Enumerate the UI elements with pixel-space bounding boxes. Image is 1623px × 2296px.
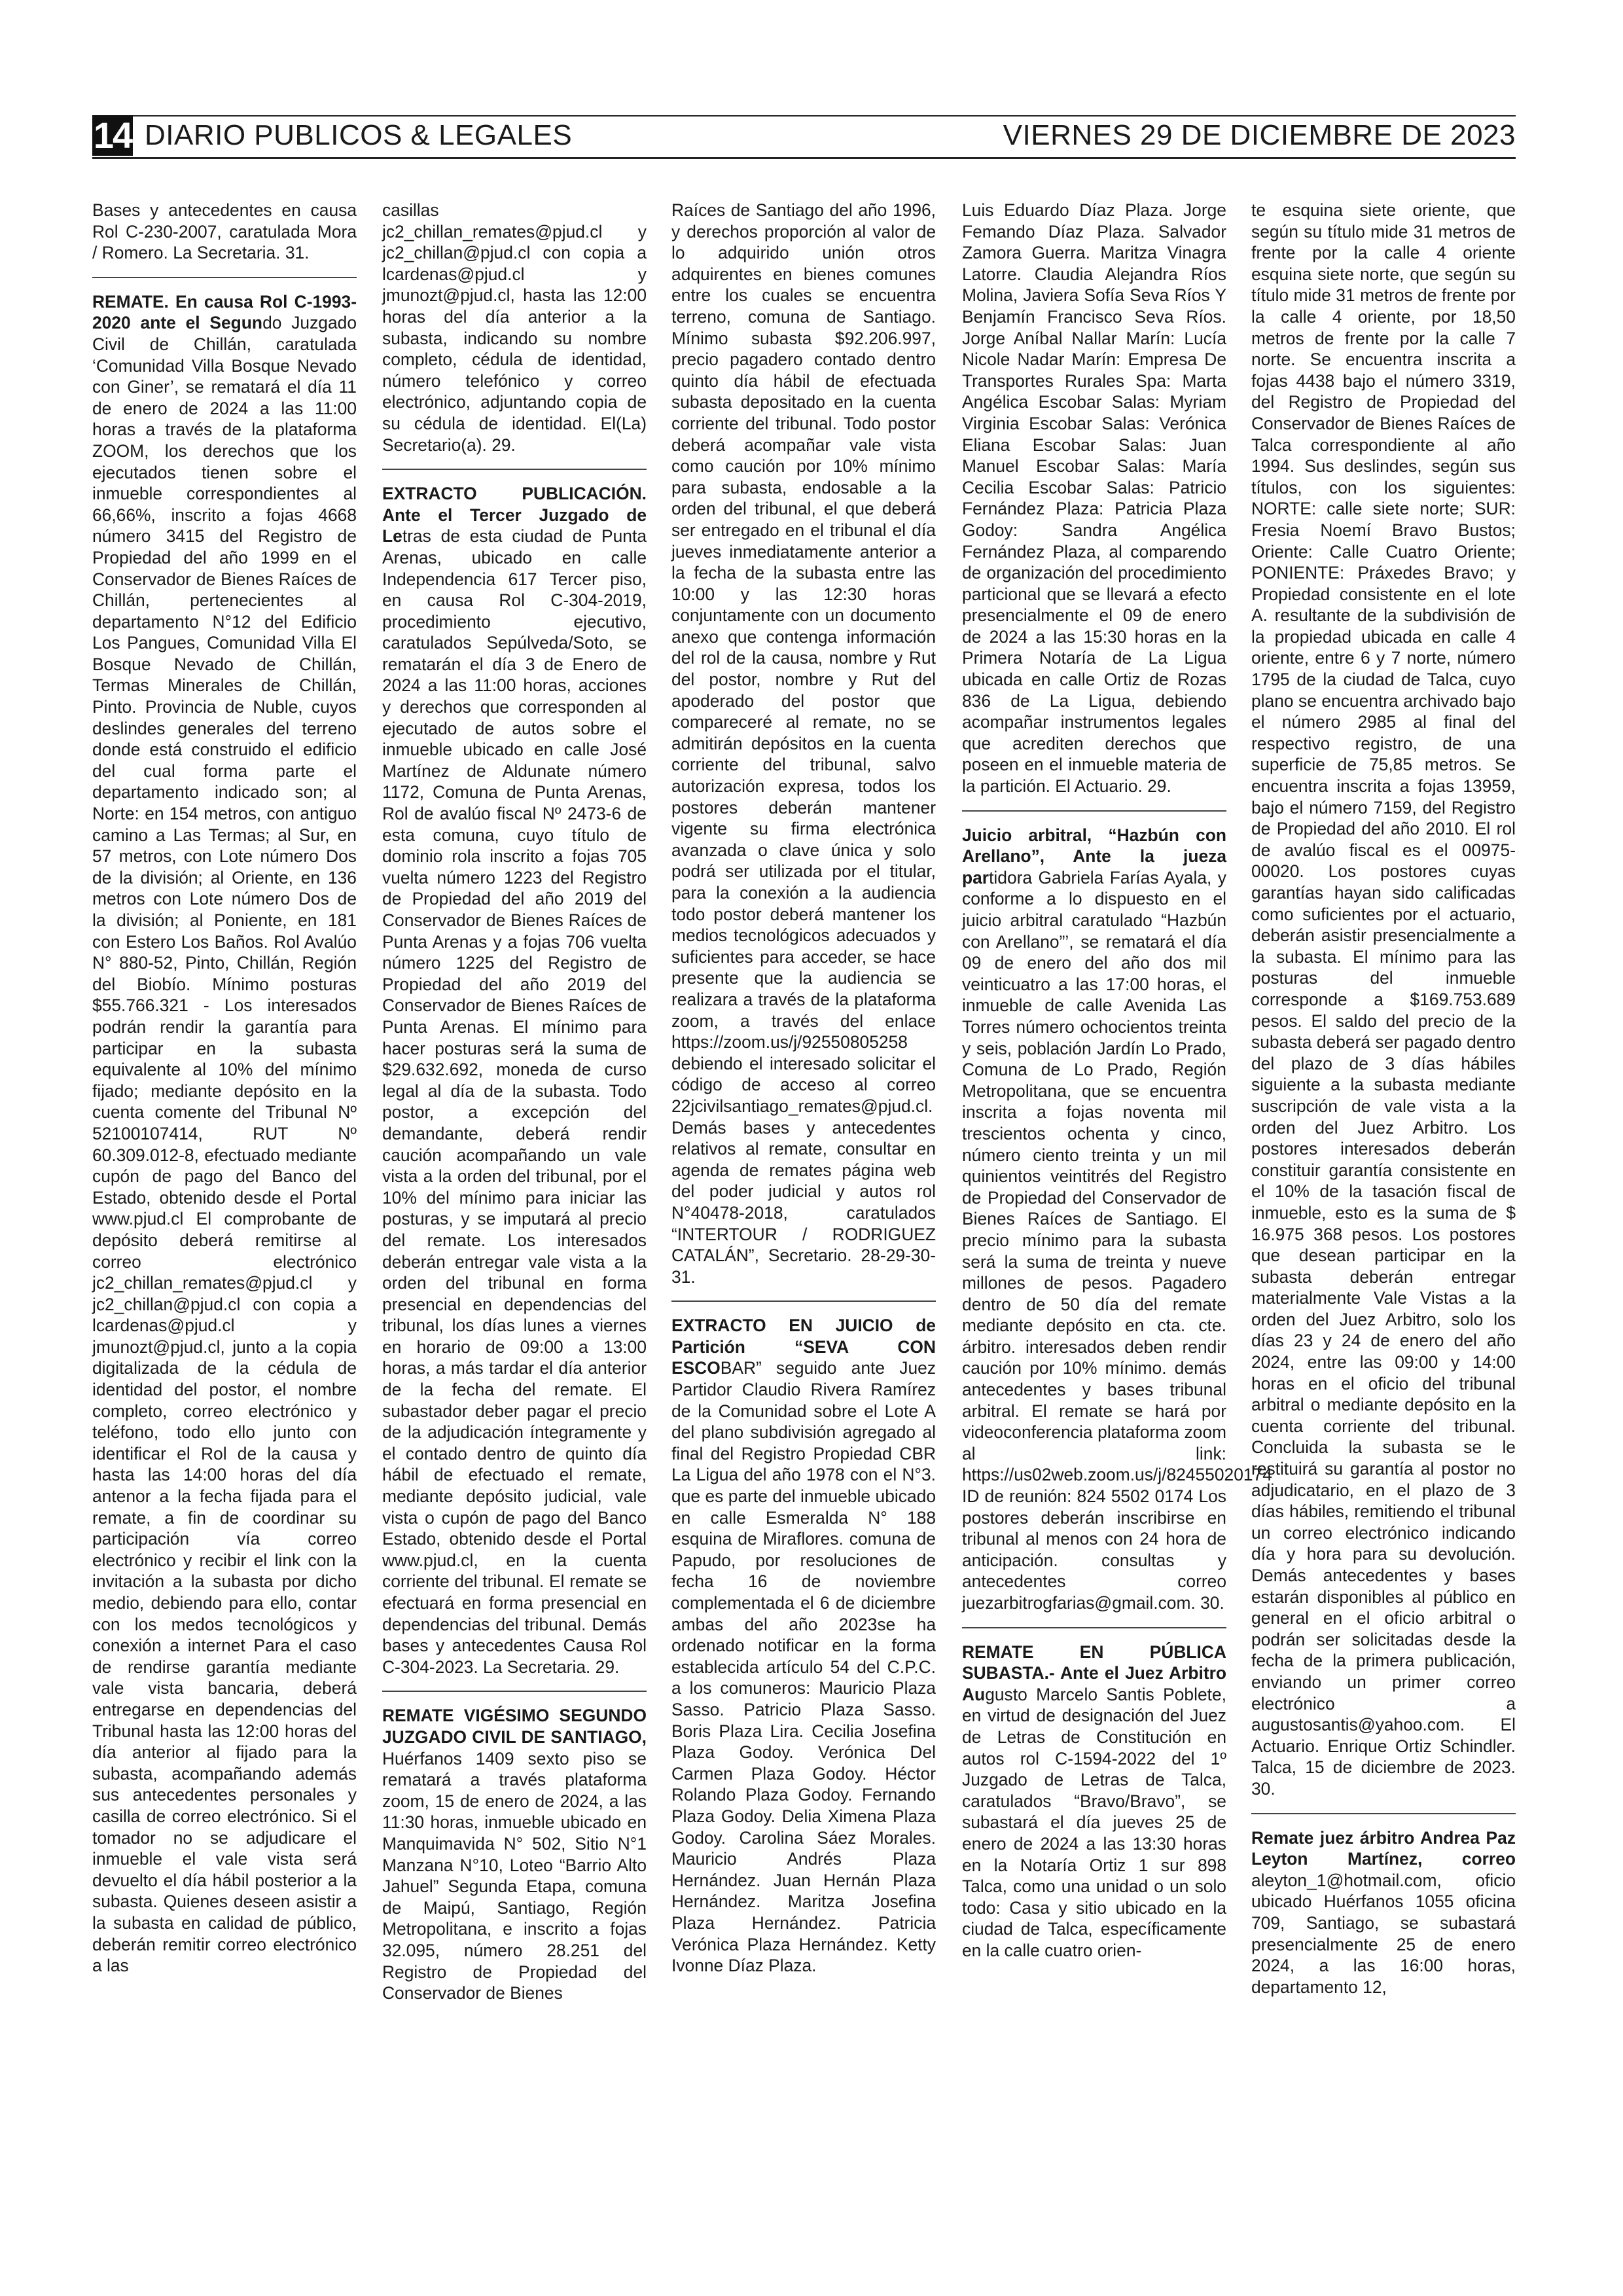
column-1 <box>92 200 357 1977</box>
column-2 <box>382 200 647 2004</box>
notice-body: Raíces de Santiago del año 1996, y derechos proporción al valor de lo adquirido unión otros adquirentes en bienes comunes entre los cuales se encuentra terreno, comuna de Santiago. Mínimo subasta $92.206.997, precio pagadero contado dentro quinto día hábil de efectuada subasta depositado en la cuenta corriente del tribunal. Todo postor deberá acompañar vale vista como caución por 10% mínimo para subasta, endosable a la orden del tribunal, el que deberá ser entregado en el tribunal el día jueves inmediatamente anterior a la fecha de la subasta entre las 10:00 y las 12:30 horas conjuntamente con un documento anexo que contenga información del rol de la causa, nombre y Rut del postor, nombre y Rut del apoderado del postor que compareceré al remate, no se admitirán depósitos en la cuenta corriente del tribunal, salvo autorización expresa, todos los postores deberán mantener vigente su firma electrónica avanzada o clave única y solo podrá ser utilizada por el titular, para la conexión a la audiencia todo postor deberá mantener los medios tecnológicos adecuados y suficientes para acceder, se hace presente que la audiencia se realizara a través de la plataforma zoom, a través del enlace https://zoom.us/j/92550805258 debiendo el interesado solicitar el código de acceso al correo 22jcivilsantiago_remates@pjud.cl. Demás bases y antecedentes relativos al remate, consultar en agenda de remates página web del poder judicial y autos rol N°40478-2018, caratulados “INTERTOUR / RODRIGUEZ CATALÁN”, Secretario. 28-29-30-31. <box>671 200 936 1287</box>
notice-body: tidora Gabriela Farías Ayala, y conforme a lo dispuesto en el juicio arbitral caratulado “Hazbún con Arellano”’, se rematará el día 09 de enero del año dos mil veinticuatro a las 17:00 horas, el inmueble de calle Avenida Las Torres número ochocientos treinta y seis, población Jardín Lo Prado, Comuna de Lo Prado, Región Metropolitana, que se encuentra inscrita a fojas noventa mil trescientos ochenta y cinco, número ciento treinta y un mil quinientos veintitrés del Registro de Propiedad del Conservador de Bienes Raíces de Santiago. El precio mínimo para la subasta será la suma de treinta y nueve millones de pesos. Pagadero dentro de 50 día del remate mediante depósito en cta. cte. árbitro. interesados deben rendir caución por 10% mínimo. demás antecedentes y bases tribunal arbitral. El remate se hará por videoconferencia plataforma zoom al link: https://us02web.zoom.us/j/82455020174 ID de reunión: 824 5502 0174 Los postores deberán inscribirse en tribunal al menos con 24 hora de anticipación. consultas y antecedentes correo juezarbitrogfarias@gmail.com. 30. <box>962 867 1272 1613</box>
notice-body: casillas jc2_chillan_remates@pjud.cl y jc2_chillan@pjud.cl con copia a lcardenas@pjud.cl y jmunozt@pjud.cl, hasta las 12:00 horas del día anterior a la subasta, indicando su nombre completo, cédula de identidad, número telefónico y correo electrónico, adjuntando copia de su cédula de identidad. El(La) Secretario(a). 29. <box>382 200 647 455</box>
notice-body: Bases y antecedentes en causa Rol C-230-2007, caratulada Mora / Romero. La Secretaria. 31. <box>92 200 357 263</box>
notice-heading: EXTRACTO EN JUICIO de Partición “SEVA CON ESCO <box>671 1316 936 1378</box>
legal-notice <box>1251 1827 1516 1998</box>
column-5 <box>1251 200 1516 1998</box>
notice-body: aleyton_1@hotmail.com, oficio ubicado Huérfanos 1055 oficina 709, Santiago, se subastará presencialmente 25 de enero 2024, a las 16:00 horas, departamento 12, <box>1251 1870 1516 1997</box>
notice-body: te esquina siete oriente, que según su título mide 31 metros de frente por la calle 4 oriente esquina siete norte, que según su título mide 31 metros de frente por la calle 4 oriente, por 18,50 metros de frente por la calle 7 norte. Se encuentra inscrita a fojas 4438 bajo el número 3319, del Registro de Propiedad del Conservador de Bienes Raíces de Talca correspondiente al año 1994. Sus deslindes, según sus títulos, con los siguientes: NORTE: calle siete norte; SUR: Fresia Noemí Bravo Bustos; Oriente: Calle Cuatro Oriente; PONIENTE: Práxedes Bravo; y Propiedad consistente en el lote A. resultante de la subdivisión de la propiedad ubicada en calle 4 oriente, entre 6 y 7 norte, número 1795 de la ciudad de Talca, cuyo plano se encuentra archivado bajo el número 2985 al final del respectivo registro, de una superficie de 75,85 metros. Se encuentra inscrita a fojas 13959, bajo el número 7159, del Registro de Propiedad del año 2010. El rol de avalúo fiscal es el 00975-00020. Los postores cuyas garantías hayan sido calificadas como suficientes por el actuario, deberán asistir presencialmente a la subasta. El mínimo para las posturas del inmueble corresponde a $169.753.689 pesos. El saldo del precio de la subasta deberá ser pagado dentro del plazo de 3 días hábiles siguiente a la subasta mediante suscripción de vale vista a la orden del Juez Arbitro. Los postores interesados deberán constituir garantía consistente en el 10% de la tasación fiscal de inmueble, esto es la suma de $ 16.975 368 pesos. Los postores que desean participar en la subasta deberán entregar materialmente Vale Vistas a la orden del Juez Arbitro, solo los días 23 y 24 de enero del año 2024, entre las 09:00 y 14:00 horas en el oficio del tribunal arbitral o mediante depósito en la cuenta corriente del tribunal. Concluida la subasta se le restituirá su garantía al postor no adjudicatario, en el plazo de 3 días hábiles, remitiendo el tribunal un correo electrónico indicando día y hora para su devolución. Demás antecedentes y bases estarán disponibles al público en general en el oficio arbitral o podrán ser solicitadas desde la fecha de la primera publicación, enviando un primer correo electrónico a augustosantis@yahoo.com. El Actuario. Enrique Ortiz Schindler. Talca, 15 de diciembre de 2023. 30. <box>1251 200 1516 1799</box>
notice-heading: Juicio arbitral, “Hazbún con Arellano”, Ante la jueza par <box>962 825 1226 888</box>
notice-divider <box>382 1691 647 1692</box>
notice-body: do Juzgado Civil de Chillán, caratulada ‘Comunidad Villa Bosque Nevado con Giner’, se rematará el día 11 de enero de 2024 a las 11:00 horas a través de la plataforma ZOOM, los derechos que los ejecutados tienen sobre el inmueble correspondientes al 66,66%, inscrito a fojas 4668 número 3415 del Registro de Propiedad del año 1999 en el Conservador de Bienes Raíces de Chillán, pertenecientes al departamento N°12 del Edificio Los Pangues, Comunidad Villa El Bosque Nevado de Chillán, Termas Minerales de Chillán, Pinto. Provincia de Nuble, cuyos deslindes generales del terreno donde está construido el edificio del cual forma parte el departamento indicado son; al Norte: en 154 metros, con antiguo camino a Las Termas; al Sur, en 57 metros, con Lote número Dos de la división; al Oriente, en 136 metros con Lote número Dos de la división; al Poniente, en 181 con Estero Los Baños. Rol Avalúo N° 880-52, Pinto, Chillán, Región del Biobío. Mínimo posturas $55.766.321 - Los interesados podrán rendir la garantía para participar en la subasta equivalente al 10% del mínimo fijado; mediante depósito en la cuenta comente del Tribunal Nº 52100107414, RUT Nº 60.309.012-8, efectuado mediante cupón de pago del Banco del Estado, obtenido desde el Portal www.pjud.cl El comprobante de depósito deberá remitirse al correo electrónico jc2_chillan_remates@pjud.cl y jc2_chillan@pjud.cl con copia a lcardenas@pjud.cl y jmunozt@pjud.cl, junto a la copia digitalizada de la cédula de identidad del postor, el nombre completo, correo electrónico y teléfono, todo ello junto con identificar el Rol de la causa y hasta las 14:00 horas del día antenor a la fecha fijada para el remate, a fin de coordinar su participación vía correo electrónico y recibir el link con la invitación a la subasta por dicho medio, debiendo para ello, contar con los medos tecnológicos y conexión a internet Para el caso de rendirse garantía mediante vale vista bancaria, deberá entregarse en dependencias del Tribunal hasta las 12:00 horas del día anterior al fijado para la subasta, acompañando además sus antecedentes personales y casilla de correo electrónico. Si el tomador no se adjudicare el inmueble el vale vista será devuelto el día hábil posterior a la subasta. Quienes deseen asistir a la subasta en calidad de público, deberán remitir correo electrónico a las <box>92 313 357 1976</box>
notice-divider <box>382 469 647 470</box>
notice-heading: REMATE VIGÉSIMO SEGUNDO JUZGADO CIVIL DE SANTIAGO, <box>382 1706 647 1747</box>
header-bottom-rule <box>92 157 1516 159</box>
legal-notice <box>382 200 647 456</box>
column-3 <box>671 200 936 1977</box>
notice-body: BAR” seguido ante Juez Partidor Claudio Rivera Ramírez de la Comunidad sobre el Lote A del plano subdivisión agregado al final del Registro Propiedad CBR La Ligua del año 1978 con el N°3. que es parte del inmueble ubicado en calle Esmeralda N° 188 esquina de Miraflores. comuna de Papudo, por resoluciones de fecha 16 de noviembre complementada el 6 de diciembre ambas del año 2023se ha ordenado notificar en la forma establecida artículo 54 del C.P.C. a los comuneros: Mauricio Plaza Sasso. Patricio Plaza Sasso. Boris Plaza Lira. Cecilia Josefina Plaza Godoy. Verónica Del Carmen Plaza Godoy. Héctor Rolando Plaza Godoy. Fernando Plaza Godoy. Delia Ximena Plaza Godoy. Carolina Sáez Morales. Mauricio Andrés Plaza Hernández. Juan Hernán Plaza Hernández. Maritza Josefina Plaza Hernández. Patricia Verónica Plaza Hernández. Ketty Ivonne Díaz Plaza. <box>671 1358 936 1976</box>
legal-notice <box>92 291 357 1977</box>
page-number: 14 <box>93 115 132 156</box>
page-header <box>92 115 1516 156</box>
notice-heading: REMATE EN PÚBLICA SUBASTA.- Ante el Juez Arbitro Au <box>962 1641 1226 1704</box>
legal-notice <box>382 1705 647 2003</box>
notice-body: Huérfanos 1409 sexto piso se rematará a través plataforma zoom, 15 de enero de 2024, a las 11:30 horas, inmueble ubicado en Manquimavida N° 502, Sitio N°1 Manzana N°10, Loteo “Barrio Alto Jahuel” Segunda Etapa, comuna de Maipú, Santiago, Región Metropolitana, e inscrito a fojas 32.095, número 28.251 del Registro de Propiedad del Conservador de Bienes <box>382 1748 647 2003</box>
notice-divider <box>962 810 1226 812</box>
notice-divider <box>1251 1813 1516 1814</box>
legal-notice <box>382 483 647 1677</box>
notice-body: Luis Eduardo Díaz Plaza. Jorge Femando Díaz Plaza. Salvador Zamora Guerra. Maritza Vinagra Latorre. Claudia Alejandra Ríos Molina, Javiera Sofía Seva Ríos Y Benjamín Francisco Seva Ríos. Jorge Aníbal Nallar Marín: Lucía Nicole Nadar Marín: Empresa De Transportes Rurales Spa: Marta Angélica Escobar Salas: Myriam Virginia Escobar Salas: Verónica Eliana Escobar Salas: Juan Manuel Escobar Salas: María Cecilia Escobar Salas: Patricio Fernández Plaza: Patricia Plaza Godoy: Sandra Angélica Fernández Plaza, al comparendo de organización del procedimiento particional que se llevará a efecto presencialmente el 09 de enero de 2024 a las 15:30 horas en la Primera Notaría de La Ligua ubicada en calle Ortiz de Rozas 836 de La Ligua, debiendo acompañar instrumentos legales que acrediten derechos que poseen en el inmueble materia de la partición. El Actuario. 29. <box>962 200 1226 797</box>
legal-notice <box>962 1641 1226 1962</box>
notice-body: tras de esta ciudad de Punta Arenas, ubicado en calle Independencia 617 Tercer piso, en causa Rol C-304-2019, procedimiento ejecutivo, caratulados Sepúlveda/Soto, se rematarán el día 3 de Enero de 2024 a las 11:00 horas, acciones y derechos que corresponden al ejecutado de autos sobre el inmueble ubicado en calle José Martínez de Aldunate número 1172, Comuna de Punta Arenas, Rol de avalúo fiscal Nº 2473-6 de esta comuna, cuyo título de dominio rola inscrito a fojas 705 vuelta número 1223 del Registro de Propiedad del año 2019 del Conservador de Bienes Raíces de Punta Arenas y a fojas 706 vuelta número 1225 del Registro de Propiedad del año 2019 del Conservador de Bienes Raíces de Punta Arenas. El mínimo para hacer posturas será la suma de $29.632.692, moneda de curso legal al día de la subasta. Todo postor, a excepción del demandante, deberá rendir caución acompañando un vale vista a la orden del tribunal, por el 10% del mínimo para iniciar las posturas, y se imputará al precio del remate. Los interesados deberán entregar vale vista a la orden del tribunal en forma presencial en dependencias del tribunal, los días lunes a viernes en horario de 09:00 a 13:00 horas, a más tardar el día anterior de la fecha del remate. El subastador deber pagar el precio de la adjudicación íntegramente y el contado dentro de quinto día hábil de efectuado el remate, mediante depósito judicial, vale vista o cupón de pago del Banco Estado, obtenido desde el Portal www.pjud.cl, en la cuenta corriente del tribunal. El remate se efectuará en forma presencial en dependencias del tribunal. Demás bases y antecedentes Causa Rol C-304-2023. La Secretaria. 29. <box>382 526 647 1677</box>
notice-divider <box>962 1627 1226 1628</box>
legal-notice <box>671 1315 936 1976</box>
column-4 <box>962 200 1272 1962</box>
legal-notice <box>1251 200 1516 1800</box>
issue-date: VIERNES 29 DE DICIEMBRE DE 2023 <box>1003 119 1516 151</box>
legal-notice <box>671 200 936 1287</box>
notice-body: gusto Marcelo Santis Poblete, en virtud de designación del Juez de Letras de Constitución en autos rol C-1594-2022 del 1º Juzgado de Letras de Talca, caratulados “Bravo/Bravo”, se subastará el día jueves 25 de enero de 2024 a las 13:30 horas en la Notaría Ortiz 1 sur 898 Talca, como una unidad o un solo todo: Casa y sitio ubicado en la ciudad de Talca, específicamente en la calle cuatro orien- <box>962 1684 1226 1960</box>
notice-divider <box>671 1300 936 1302</box>
notice-heading: EXTRACTO PUBLICACIÓN. Ante el Tercer Juzgado de Le <box>382 484 647 547</box>
legal-notice <box>92 200 357 264</box>
publication-title: DIARIO PUBLICOS & LEGALES <box>145 119 573 151</box>
notice-heading: REMATE. En causa Rol C-1993-2020 ante el Segun <box>92 291 357 333</box>
legal-notice <box>962 825 1272 1614</box>
notice-divider <box>92 277 357 278</box>
legal-notice <box>962 200 1226 797</box>
notice-heading: Remate juez árbitro Andrea Paz Leyton Martínez, correo <box>1251 1827 1516 1869</box>
